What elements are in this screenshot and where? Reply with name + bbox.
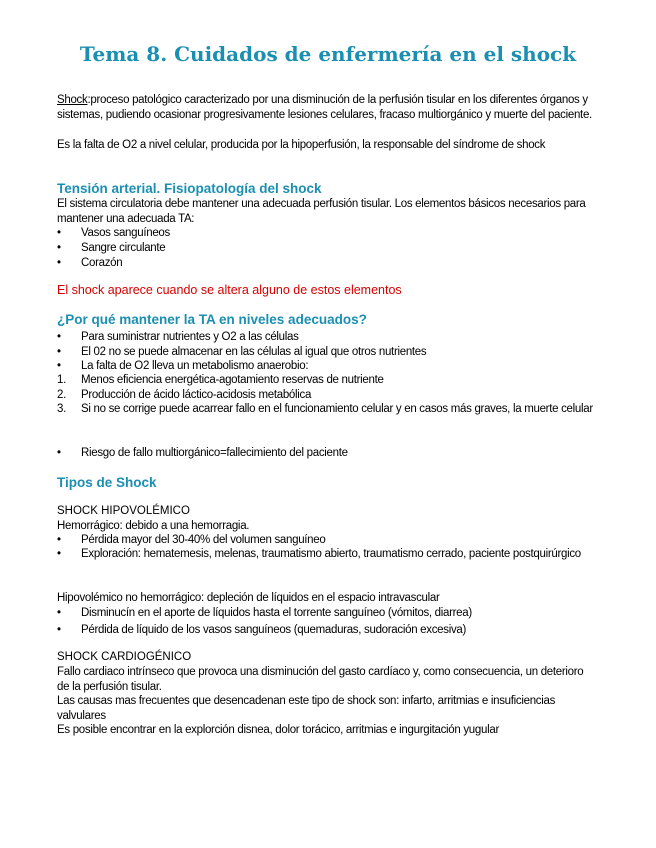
- list-item: • Disminucín en el aporte de líquidos hasta el torrente sanguíneo (vómitos, diarrea): [57, 607, 472, 619]
- list-item: • Para suministrar nutrientes y O2 a las células: [57, 331, 299, 343]
- alert-text: El shock aparece cuando se altera alguno de estos elementos: [57, 283, 402, 297]
- shock-term: Shock: [57, 94, 88, 106]
- shock-definition: [57, 93, 597, 123]
- no-hemorragico-text: Hipovolémico no hemorrágico: depleción de líquidos en el espacio intravascular: [57, 592, 440, 604]
- why-heading: ¿Por qué mantener la TA en niveles adecuados?: [57, 312, 367, 327]
- hemorragico-text: Hemorrágico: debido a una hemorragia.: [57, 520, 250, 532]
- list-item: • Corazón: [57, 257, 123, 269]
- page-title: Tema 8. Cuidados de enfermería en el shock: [79, 42, 577, 66]
- shock-definition-text: :proceso patológico caracterizado por una disminución de la perfusión tisular en los diferentes órganos y sistemas, pudiendo ocasionar progresivamente lesiones celulares, fracaso multiorgánico y muerte del paciente.: [57, 94, 592, 121]
- cardiogenico-heading: SHOCK CARDIOGÉNICO: [57, 651, 192, 663]
- cardiogenico-p2: Las causas mas frecuentes que desencadenan este tipo de shock son: infarto, arritmias e insuficiencias valvulares: [57, 695, 556, 722]
- numbered-item: 3. Si no se corrige puede acarrear fallo en el funcionamiento celular y en casos más graves, la muerte celular: [57, 403, 593, 415]
- cardiogenico-p3: Es posible encontrar en la explorción disnea, dolor torácico, arritmias e ingurgitación yugular: [57, 724, 499, 736]
- list-item: • El 02 no se puede almacenar en las células al igual que otros nutrientes: [57, 346, 427, 358]
- tension-heading: Tensión arterial. Fisiopatología del shock: [57, 181, 322, 196]
- tension-text: El sistema circulatoria debe mantener una adecuada perfusión tisular. Los elementos básicos necesarios para mantener una adecuada TA:: [57, 198, 586, 225]
- numbered-item: 1. Menos eficiencia energética-agotamiento reservas de nutriente: [57, 374, 384, 386]
- numbered-item: 2. Producción de ácido láctico-acidosis metabólica: [57, 389, 312, 401]
- tipos-heading: Tipos de Shock: [57, 475, 157, 490]
- hipovolemico-heading: SHOCK HIPOVOLÉMICO: [57, 505, 190, 517]
- list-item: • La falta de O2 lleva un metabolismo anaerobio:: [57, 360, 309, 372]
- list-item: • Pérdida mayor del 30-40% del volumen sanguíneo: [57, 534, 326, 546]
- list-item: • Sangre circulante: [57, 242, 166, 254]
- list-item: • Pérdida de líquido de los vasos sanguíneos (quemaduras, sudoración excesiva): [57, 624, 467, 636]
- list-item: • Riesgo de fallo multiorgánico=fallecimiento del paciente: [57, 447, 348, 459]
- shock-extra: Es la falta de O2 a nivel celular, producida por la hipoperfusión, la responsable del síndrome de shock: [57, 139, 546, 151]
- list-item: • Vasos sanguíneos: [57, 227, 170, 239]
- cardiogenico-p1: Fallo cardiaco intrínseco que provoca una disminución del gasto cardíaco y, como consecuencia, un deterioro de la perfusión tisular.: [57, 666, 584, 693]
- list-item: • Exploración: hematemesis, melenas, traumatismo abierto, traumatismo cerrado, paciente postquirúrgico: [57, 548, 581, 560]
